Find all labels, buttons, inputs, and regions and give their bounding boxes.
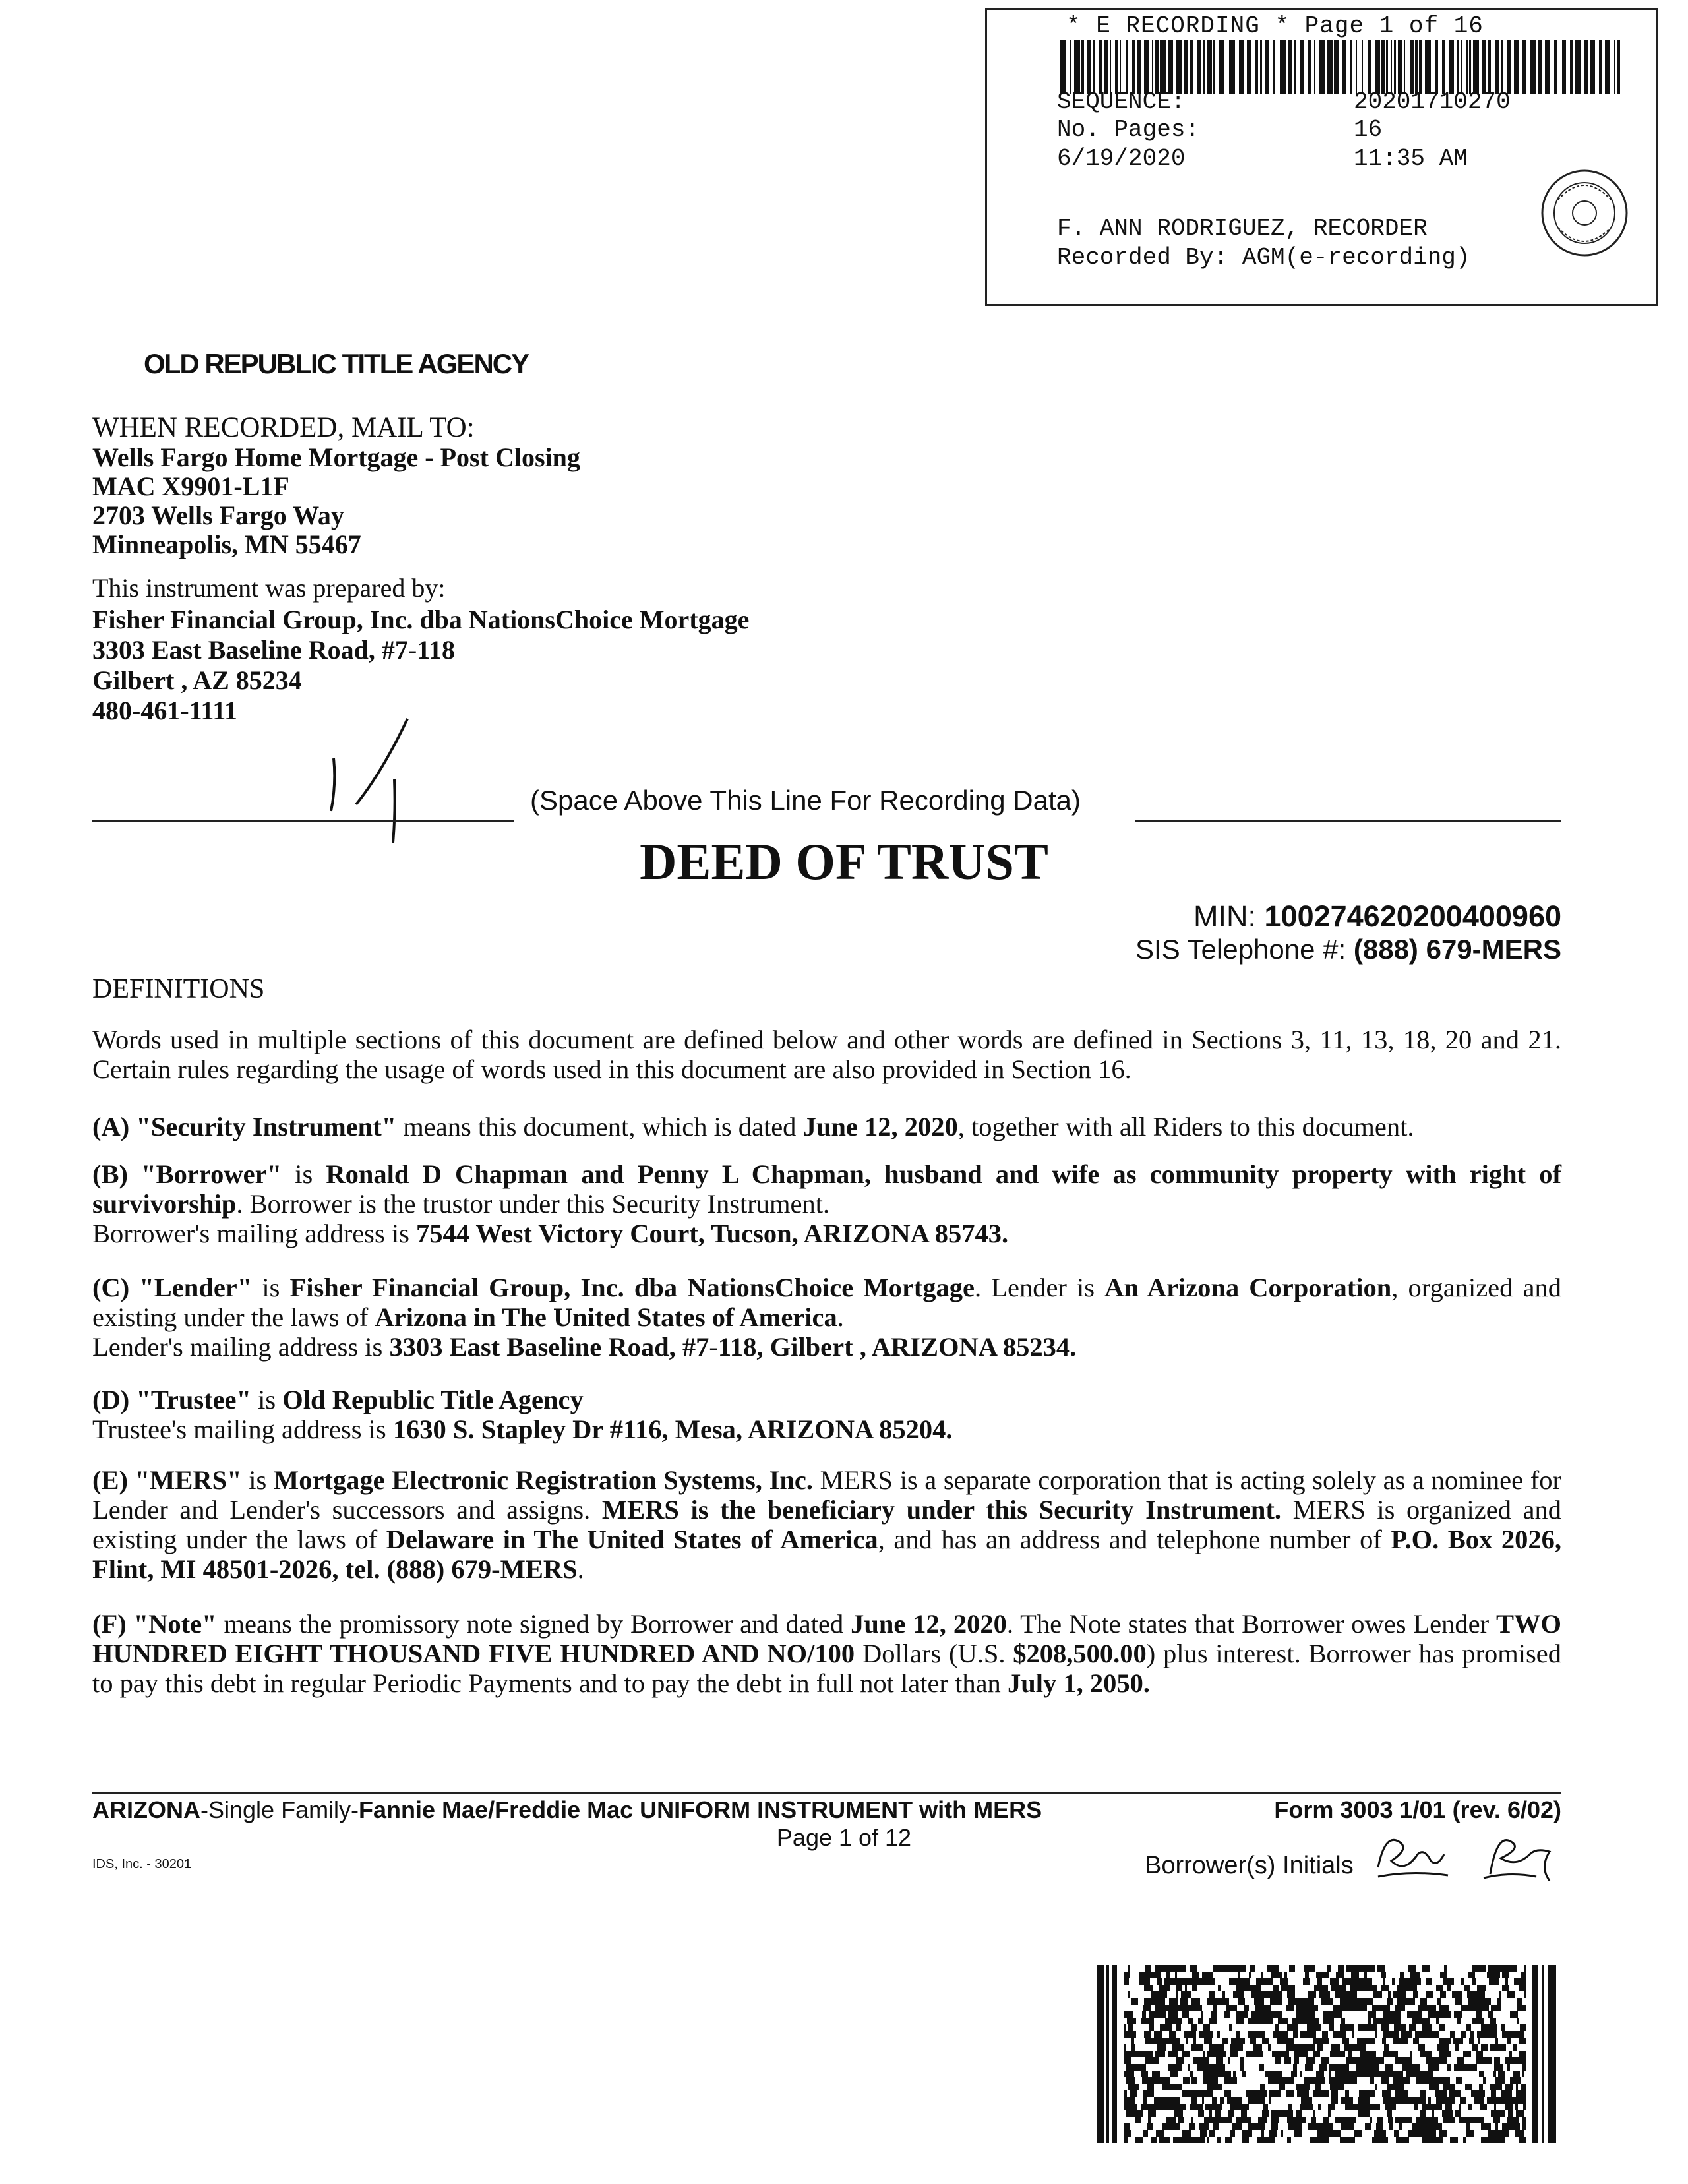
mail-to-label: WHEN RECORDED, MAIL TO: [92, 412, 475, 443]
def-c-text-3: , organized and existing under the laws of [92, 1273, 1561, 1332]
mers-beneficiary: MERS is the beneficiary under this Security Instrument. [601, 1495, 1281, 1525]
footer-uniform-instrument: Fannie Mae/Freddie Mac UNIFORM INSTRUMENT with MERS [359, 1796, 1042, 1823]
min-value: 100274620200400960 [1264, 899, 1561, 933]
note-amount: $208,500.00 [1013, 1639, 1147, 1668]
definition-trustee [92, 1385, 1561, 1444]
definitions-heading: DEFINITIONS [92, 974, 265, 1004]
trustee-name: Old Republic Title Agency [282, 1385, 584, 1414]
definition-lender [92, 1273, 1561, 1362]
lender-address: 3303 East Baseline Road, #7-118, Gilbert , ARIZONA 85234. [389, 1332, 1077, 1362]
pages-label: No. Pages: [1057, 116, 1200, 143]
sis-telephone-line [1135, 934, 1561, 965]
def-b-key: (B) "Borrower" [92, 1159, 282, 1189]
definition-borrower [92, 1159, 1561, 1248]
recording-date: 6/19/2020 [1057, 145, 1186, 172]
sis-value: (888) 679-MERS [1353, 934, 1561, 965]
def-e-text-3: MERS is organized and existing under the laws of [92, 1495, 1561, 1554]
recording-stamp-box [985, 8, 1658, 306]
def-f-text-4: ) plus interest. Borrower has promised to pay this debt in regular Periodic Payments and to pay the debt in full not later than [92, 1639, 1561, 1698]
recording-space-rule-left [92, 820, 514, 822]
def-e-text: is [241, 1465, 274, 1495]
def-b-text-2: . Borrower is the trustor under this Security Instrument. [236, 1189, 830, 1219]
def-c-key: (C) "Lender" [92, 1273, 253, 1302]
sis-label: SIS Telephone #: [1135, 934, 1346, 965]
handwritten-mark-icon [310, 706, 442, 851]
def-c-text-4: . [837, 1302, 844, 1332]
mail-to-name: Wells Fargo Home Mortgage - Post Closing [92, 442, 580, 472]
lender-laws: Arizona in The United States of America [375, 1302, 837, 1332]
sequence-value: 20201710270 [1354, 88, 1511, 115]
pages-value: 16 [1354, 116, 1383, 143]
mers-contact: P.O. Box 2026, Flint, MI 48501-2026, tel. (888) 679-MERS [92, 1525, 1561, 1584]
def-e-key: (E) "MERS" [92, 1465, 242, 1495]
lender-type: An Arizona Corporation [1104, 1273, 1392, 1302]
def-a-key: (A) "Security Instrument" [92, 1112, 397, 1141]
borrower-initials-label: Borrower(s) Initials [1145, 1852, 1354, 1879]
def-f-text-2: . The Note states that Borrower owes Lender [1006, 1609, 1496, 1639]
def-f-key: (F) "Note" [92, 1609, 217, 1639]
min-line [1193, 899, 1561, 934]
def-c-text-2: . Lender is [975, 1273, 1105, 1302]
space-above-line-text: (Space Above This Line For Recording Data) [530, 785, 1081, 816]
def-c-text: is [252, 1273, 290, 1302]
prepared-by-street: 3303 East Baseline Road, #7-118 [92, 635, 456, 665]
prepared-by-name: Fisher Financial Group, Inc. dba NationsChoice Mortgage [92, 605, 750, 634]
borrower-address-label: Borrower's mailing address is [92, 1219, 416, 1248]
def-f-text-5: . [1143, 1668, 1150, 1698]
document-title: DEED OF TRUST [640, 833, 1048, 890]
definition-mers [92, 1465, 1561, 1584]
mail-to-street: 2703 Wells Fargo Way [92, 501, 344, 530]
recorder-name: F. ANN RODRIGUEZ, RECORDER [1057, 215, 1428, 242]
min-label: MIN: [1193, 899, 1256, 933]
footer-instrument-line [92, 1796, 1042, 1824]
footer-single-family: -Single Family- [200, 1796, 359, 1823]
definition-note [92, 1609, 1561, 1698]
trustee-address-label: Trustee's mailing address is [92, 1414, 393, 1444]
note-amount-words: TWO HUNDRED EIGHT THOUSAND FIVE HUNDRED AND NO/100 [92, 1609, 1561, 1668]
prepared-by-phone: 480-461-1111 [92, 696, 238, 725]
note-date: June 12, 2020 [851, 1609, 1007, 1639]
def-f-text: means the promissory note signed by Borrower and dated [216, 1609, 851, 1639]
borrower-address: 7544 West Victory Court, Tucson, ARIZONA 85743. [415, 1219, 1009, 1248]
trustee-address: 1630 S. Stapley Dr #116, Mesa, ARIZONA 85204. [392, 1414, 953, 1444]
def-a-text: means this document, which is dated [396, 1112, 803, 1141]
prepared-by-label: This instrument was prepared by: [92, 573, 446, 603]
mail-to-city: Minneapolis, MN 55467 [92, 530, 361, 559]
footer-form-number: Form 3003 1/01 (rev. 6/02) [1274, 1796, 1561, 1823]
definitions-intro: Words used in multiple sections of this document are defined below and other words are defined in Sections 3, 11, 13, 18, 20 and 21. Certain rules regarding the usage of words used in this document are also provided in Section 16. [92, 1025, 1561, 1084]
def-e-text-2: MERS is a separate corporation that is acting solely as a nominee for Lender and Lender's successors and assigns. [92, 1465, 1562, 1525]
recording-barcode [1060, 40, 1620, 94]
recorded-by: Recorded By: AGM(e-recording) [1057, 244, 1470, 271]
prepared-by-city: Gilbert , AZ 85234 [92, 665, 302, 695]
title-agency-stamp: OLD REPUBLIC TITLE AGENCY [144, 348, 529, 379]
document-barcode [1097, 1965, 1559, 2143]
mers-laws: Delaware in The United States of America [386, 1525, 878, 1554]
note-maturity-date: July 1, 2050 [1007, 1668, 1143, 1698]
def-d-text: is [251, 1385, 283, 1414]
borrower-initials-signature-icon [1372, 1828, 1569, 1887]
sequence-label: SEQUENCE: [1057, 88, 1186, 115]
def-f-text-3: Dollars (U.S. [855, 1639, 1013, 1668]
footer-ids: IDS, Inc. - 30201 [92, 1857, 192, 1871]
def-a-date: June 12, 2020 [802, 1112, 958, 1141]
lender-address-label: Lender's mailing address is [92, 1332, 390, 1362]
mers-name: Mortgage Electronic Registration Systems, Inc. [273, 1465, 813, 1495]
lender-name: Fisher Financial Group, Inc. dba NationsChoice Mortgage [289, 1273, 975, 1302]
borrower-names: Ronald D Chapman and Penny L Chapman, husband and wife as community property with right of survivorship [92, 1159, 1562, 1219]
county-seal-icon [1538, 167, 1631, 259]
footer-page-number: Page 1 of 12 [776, 1824, 912, 1851]
recording-space-rule-right [1135, 820, 1561, 822]
recording-header: * E RECORDING * Page 1 of 16 [1066, 13, 1484, 40]
def-e-text-4: , and has an address and telephone number of [878, 1525, 1391, 1554]
footer-state: ARIZONA [92, 1796, 200, 1823]
footer-rule [92, 1792, 1561, 1794]
mail-to-mac: MAC X9901-L1F [92, 471, 289, 501]
def-a-text-2: , together with all Riders to this document. [957, 1112, 1414, 1141]
def-e-text-5: . [577, 1554, 584, 1584]
recording-time: 11:35 AM [1354, 145, 1468, 172]
def-d-key: (D) "Trustee" [92, 1385, 252, 1414]
def-b-text: is [282, 1159, 326, 1189]
definition-security-instrument [92, 1112, 1561, 1141]
